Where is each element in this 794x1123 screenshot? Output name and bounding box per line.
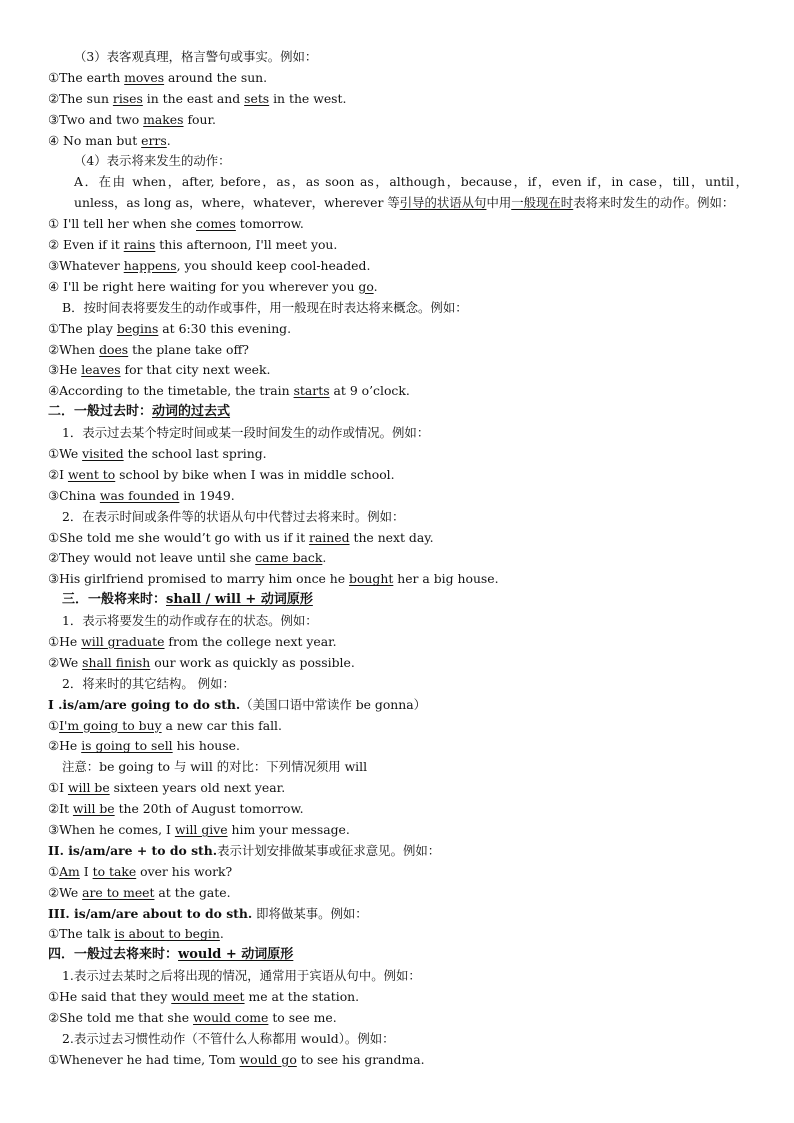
text-line: [48, 987, 748, 1008]
text-segment: 注意：be going to 与 will 的对比：下列情况须用 will: [62, 759, 368, 775]
text-segment: ②When: [48, 341, 100, 357]
text-segment: at 9 o’clock.: [329, 383, 410, 399]
text-segment: ①: [48, 717, 60, 733]
underlined-term: will be: [67, 780, 110, 796]
underlined-term: happens: [123, 257, 177, 273]
underlined-term: bought: [349, 571, 394, 587]
text-segment: I: [79, 863, 93, 879]
underlined-term: moves: [124, 69, 165, 85]
text-segment: ③His girlfriend promised to marry him once he: [48, 571, 350, 587]
text-segment: ①Whenever he had time, Tom: [48, 1051, 240, 1067]
text-segment: ①He said that they: [48, 989, 172, 1005]
text-segment: .: [219, 926, 224, 942]
text-line: [48, 757, 748, 778]
text-segment: ②She told me that she: [48, 1010, 194, 1025]
text-line: [48, 47, 748, 68]
section-heading: [48, 945, 748, 966]
text-line: [48, 381, 748, 402]
text-line: [48, 653, 748, 674]
text-segment: ④According to the timetable, the train: [48, 383, 294, 399]
text-segment: ②We: [48, 884, 83, 900]
underlined-term: rises: [112, 90, 143, 106]
text-segment: ①I: [48, 780, 68, 796]
text-segment: 1．表示过去某个特定时间或某一段时间发生的动作或情况。例如：: [62, 425, 430, 441]
text-segment: over his work?: [136, 863, 233, 879]
underlined-term: visited: [82, 445, 124, 461]
text-segment: III. is/am/are about to do sth.: [48, 905, 253, 921]
text-line: [48, 883, 748, 904]
text-segment: at the gate.: [154, 884, 231, 900]
text-segment: for that city next week.: [120, 362, 271, 378]
underlined-term: would + 动词原形: [178, 947, 294, 963]
text-line: [48, 298, 748, 319]
underlined-term: went to: [67, 466, 116, 482]
text-line: [48, 465, 748, 486]
text-line: [48, 611, 748, 632]
text-segment: from the college next year.: [164, 633, 337, 649]
text-line: [48, 235, 748, 256]
text-segment: ③Whatever: [48, 257, 124, 273]
underlined-term: is going to sell: [81, 738, 173, 754]
underlined-term: would meet: [171, 989, 245, 1005]
underlined-term: Am: [59, 863, 80, 879]
text-segment: to see me.: [268, 1010, 337, 1025]
text-segment: at 6:30 this evening.: [158, 320, 292, 336]
text-segment: 四．一般过去将来时：: [48, 947, 179, 963]
text-segment: 表将来时发生的动作。例如：: [573, 195, 735, 211]
text-segment: ②We: [48, 654, 83, 670]
text-segment: 2．在表示时间或条件等的状语从句中代替过去将来时。例如：: [62, 508, 405, 524]
text-line: [48, 799, 748, 820]
text-segment: （美国口语中常读作 be gonna）: [240, 696, 427, 712]
text-line: [48, 486, 748, 507]
text-segment: ①The earth: [48, 69, 125, 85]
text-line: [48, 632, 748, 653]
underlined-term: would come: [193, 1010, 269, 1025]
text-segment: 2．将来时的其它结构。 例如：: [62, 675, 235, 691]
text-segment: in 1949.: [179, 487, 235, 503]
text-segment: ②I: [48, 466, 68, 482]
text-segment: .: [373, 278, 378, 294]
text-segment: I .is/am/are going to do sth.: [48, 696, 241, 712]
text-segment: the plane take off?: [128, 341, 249, 357]
text-segment: ④ I'll be right here waiting for you wherever you: [48, 278, 359, 294]
underlined-term: is about to begin: [114, 926, 220, 942]
text-segment: 二．一般过去时：: [48, 404, 153, 420]
text-segment: ②He: [48, 738, 82, 754]
document-body: [48, 47, 748, 1071]
text-segment: ①We: [48, 445, 83, 461]
text-segment: our work as quickly as possible.: [150, 654, 355, 670]
text-segment: ①The talk: [48, 926, 115, 942]
text-segment: the 20th of August tomorrow.: [114, 801, 304, 817]
text-line: [48, 1008, 748, 1029]
text-segment: tomorrow.: [235, 216, 304, 232]
text-segment: ①: [48, 863, 60, 879]
text-segment: ② Even if it: [48, 237, 124, 253]
text-segment: ①The play: [48, 320, 117, 336]
text-line: [48, 820, 748, 841]
text-line: [48, 924, 748, 945]
text-segment: four.: [183, 111, 216, 127]
underlined-term: are to meet: [82, 884, 155, 900]
text-line: [48, 528, 748, 549]
underlined-term: shall / will + 动词原形: [166, 592, 313, 608]
text-segment: his house.: [172, 738, 240, 754]
underlined-term: 引导的状语从句: [399, 195, 487, 211]
underlined-term: sets: [244, 90, 270, 106]
text-segment: in the west.: [269, 90, 347, 106]
text-line: [48, 151, 748, 172]
text-line: [48, 841, 748, 862]
section-heading: [48, 402, 748, 423]
section-heading: [48, 590, 748, 611]
text-line: [48, 256, 748, 277]
text-line: [48, 966, 748, 987]
text-line: [48, 695, 748, 716]
underlined-term: rains: [123, 237, 156, 253]
underlined-term: will be: [72, 801, 115, 817]
text-segment: the next day.: [349, 529, 434, 545]
text-segment: ②It: [48, 801, 73, 817]
underlined-term: was founded: [99, 487, 180, 503]
text-segment: in the east and: [142, 90, 245, 106]
underlined-term: 一般现在时: [511, 195, 574, 211]
text-segment: ③Two and two: [48, 111, 144, 127]
text-line: [48, 569, 748, 590]
text-segment: II. is/am/are + to do sth.: [48, 842, 218, 858]
text-segment: ④ No man but: [48, 132, 142, 148]
underlined-term: starts: [293, 383, 330, 399]
text-line: [48, 674, 748, 695]
text-segment: B．按时间表将要发生的动作或事件，用一般现在时表达将来概念。例如：: [62, 299, 468, 315]
text-segment: to see his grandma.: [296, 1051, 425, 1067]
underlined-term: go: [358, 278, 374, 294]
text-segment: 1.表示过去某时之后将出现的情况，通常用于宾语从句中。例如：: [62, 968, 421, 984]
text-segment: ②They would not leave until she: [48, 550, 256, 566]
text-segment: this afternoon, I'll meet you.: [155, 237, 338, 253]
text-segment: 1．表示将要发生的动作或存在的状态。例如：: [62, 613, 318, 629]
text-segment: .: [166, 132, 171, 148]
underlined-term: shall finish: [82, 654, 151, 670]
text-line: [48, 1050, 748, 1071]
underlined-term: comes: [196, 216, 236, 232]
text-segment: ②The sun: [48, 90, 113, 106]
text-line: [48, 214, 748, 235]
text-segment: sixteen years old next year.: [109, 780, 286, 796]
text-line: [48, 277, 748, 298]
text-segment: （3）表客观真理，格言警句或事实。例如：: [74, 49, 318, 64]
text-segment: him your message.: [227, 821, 350, 837]
text-segment: 即将做某事。例如：: [252, 905, 368, 921]
text-line: [48, 131, 748, 152]
text-line: [48, 507, 748, 528]
text-segment: school by bike when I was in middle school.: [115, 466, 395, 482]
text-segment: around the sun.: [164, 69, 268, 85]
text-line: [48, 444, 748, 465]
text-segment: me at the station.: [244, 989, 360, 1005]
text-line: [48, 1029, 748, 1050]
text-segment: A．在由 when，after, before，as，as soon as，although，because，if，even if，in case，till，until，unless，as long as，where，whatever，wherever 等: [74, 174, 748, 211]
text-line: [48, 862, 748, 883]
underlined-term: I'm going to buy: [59, 717, 162, 733]
text-line: [48, 716, 748, 737]
underlined-term: to take: [92, 863, 137, 879]
text-segment: .: [322, 550, 327, 566]
text-line: [48, 736, 748, 757]
text-line: [48, 68, 748, 89]
text-segment: , you should keep cool-headed.: [176, 257, 371, 273]
underlined-term: rained: [309, 529, 350, 545]
text-line: [48, 904, 748, 925]
text-line: [48, 319, 748, 340]
underlined-term: makes: [143, 111, 184, 127]
text-segment: ③He: [48, 362, 82, 378]
text-segment: ① I'll tell her when she: [48, 216, 197, 232]
text-line: [48, 89, 748, 110]
underlined-term: begins: [116, 320, 159, 336]
text-line: [48, 548, 748, 569]
underlined-term: 动词的过去式: [152, 404, 231, 420]
text-line: [48, 110, 748, 131]
text-segment: 三．一般将来时：: [62, 592, 167, 608]
text-segment: her a big house.: [393, 571, 499, 587]
text-segment: ③China: [48, 487, 100, 503]
text-segment: （4）表示将来发生的动作：: [74, 153, 231, 169]
text-line: [48, 360, 748, 381]
text-segment: ①He: [48, 633, 82, 649]
text-line: [48, 172, 748, 214]
underlined-term: errs: [141, 132, 167, 148]
text-segment: 中用: [486, 195, 512, 211]
text-line: [48, 423, 748, 444]
underlined-term: will give: [174, 821, 228, 837]
underlined-term: would go: [239, 1051, 297, 1067]
text-line: [48, 778, 748, 799]
text-segment: a new car this fall.: [161, 717, 282, 733]
underlined-term: came back: [255, 550, 323, 566]
text-segment: ①She told me she would’t go with us if it: [48, 529, 309, 545]
text-segment: ③When he comes, I: [48, 821, 175, 837]
underlined-term: does: [99, 341, 129, 357]
underlined-term: will graduate: [81, 633, 165, 649]
text-segment: 2.表示过去习惯性动作（不管什么人称都用 would）。例如：: [62, 1030, 395, 1046]
underlined-term: leaves: [81, 362, 121, 378]
text-segment: the school last spring.: [123, 445, 267, 461]
text-segment: 表示计划安排做某事或征求意见。例如：: [217, 842, 441, 858]
text-line: [48, 340, 748, 361]
